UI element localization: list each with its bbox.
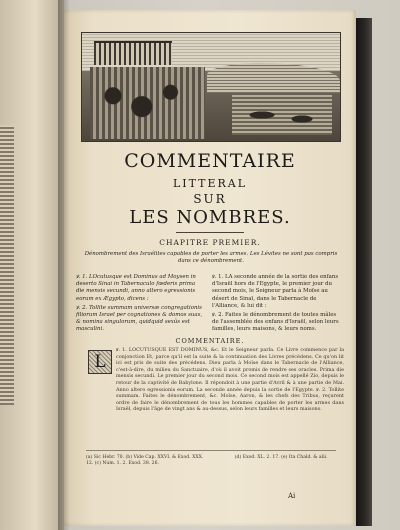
vignette-animals (232, 95, 332, 135)
footnote-left: (a) Sic Hebr. 70. (b) Vide Cap. XXVI. & Exod. XXX. 12. (c) Num. 1. 2. Exod. 38. 26. (86, 455, 204, 467)
footnotes (86, 450, 336, 467)
french-verse-1: ꝟ. 1. LA seconde année de la sortie des enfans d'Israël hors de l'Egypte, le premier jour du second mois, le Seigneur parla à Moïse au désert de Sinaï, dans le Tabernacle de l'Alliance, & lui dit : (212, 274, 339, 309)
title-sur: SUR (193, 192, 227, 206)
commentary-text (76, 347, 344, 413)
latin-verse-2: ꝟ. 2. Tollite summam universæ congregationis filiorum Israel per cognationes & domos suas, & nomina singulorum, quidquid sexûs est masculini. (76, 304, 203, 333)
facing-page (0, 0, 64, 530)
latin-column (76, 274, 204, 336)
facing-page-engraving (0, 125, 14, 405)
signature-mark: Ai (288, 492, 296, 500)
vignette-crowd (90, 67, 205, 139)
book-page (64, 10, 356, 526)
divider-rule (176, 232, 244, 233)
title-litteral: LITTERAL (172, 177, 248, 190)
latin-verse-1: ꝟ. 1. LOcutusque est Dominus ad Moysen in deserto Sinai in Tabernaculo fœderis prima die mensis secundi, anno altero egressionis eorum ex Ægypto, dicens : (76, 274, 196, 302)
drop-cap: L (88, 350, 112, 374)
vignette-tabernacle (94, 41, 172, 65)
engraved-vignette (81, 32, 341, 142)
book-gutter-shadow (58, 0, 70, 530)
french-column (212, 274, 344, 336)
commentary-heading: COMMENTAIRE. (175, 337, 245, 345)
footnote-right: (d) Exod. XL. 2. 17. (e) Ita Chald. & alii. (234, 455, 328, 460)
commentary-body: ꝟ. 1. LOCUTUSQUE EST DOMINUS, &c. Et le Seigneur parla. Ce Livre commence par la conjonction Et, parce qu'il est la suite & la continuation des Livres précédens. Ce qu'on lit ici est pris de suite des précédens. Dieu parla à Moïse dans le Tabernacle de l'Alliance, c'est-à-dire, du milieu du Sanctuaire, d'où il avoit promis de rendre ses oracles. Prima die mensis secundi. Le premier jour du second mois. Ce second mois est appellé Zio, depuis le retour de la captivité de Babylone. Il répondoit à une partie d'Avril & à une partie de Mai. Anno altero egressionis eorum. La seconde année depuis la sortie de l'Egypte. ꝟ. 2. Tollite summam. Faites le dénombrement, &c. Moïse, Aaron, & les chefs des Tribus, reçurent ordre de faire le dénombrement de tous les hommes capables de porter les armes dans Israël, depuis l'âge de vingt ans & au-dessus, selon leurs familles et leurs maisons. (116, 347, 344, 413)
french-verse-2: ꝟ. 2. Faites le dénombrement de toutes mâles de l'assemblée des enfans d'Israël, selon leurs familles, leurs maisons, & leurs noms. (212, 312, 339, 333)
book-cover-edge (354, 18, 372, 526)
title-commentaire: COMMENTAIRE (124, 150, 296, 172)
chapter-heading: CHAPITRE PREMIER. (159, 238, 261, 247)
chapter-summary: Dénombrement des Israélites capables de porter les armes. Les Lévites ne sont pas compris dans ce dénombrement. (84, 251, 338, 264)
title-les-nombres: LES NOMBRES. (129, 207, 291, 228)
